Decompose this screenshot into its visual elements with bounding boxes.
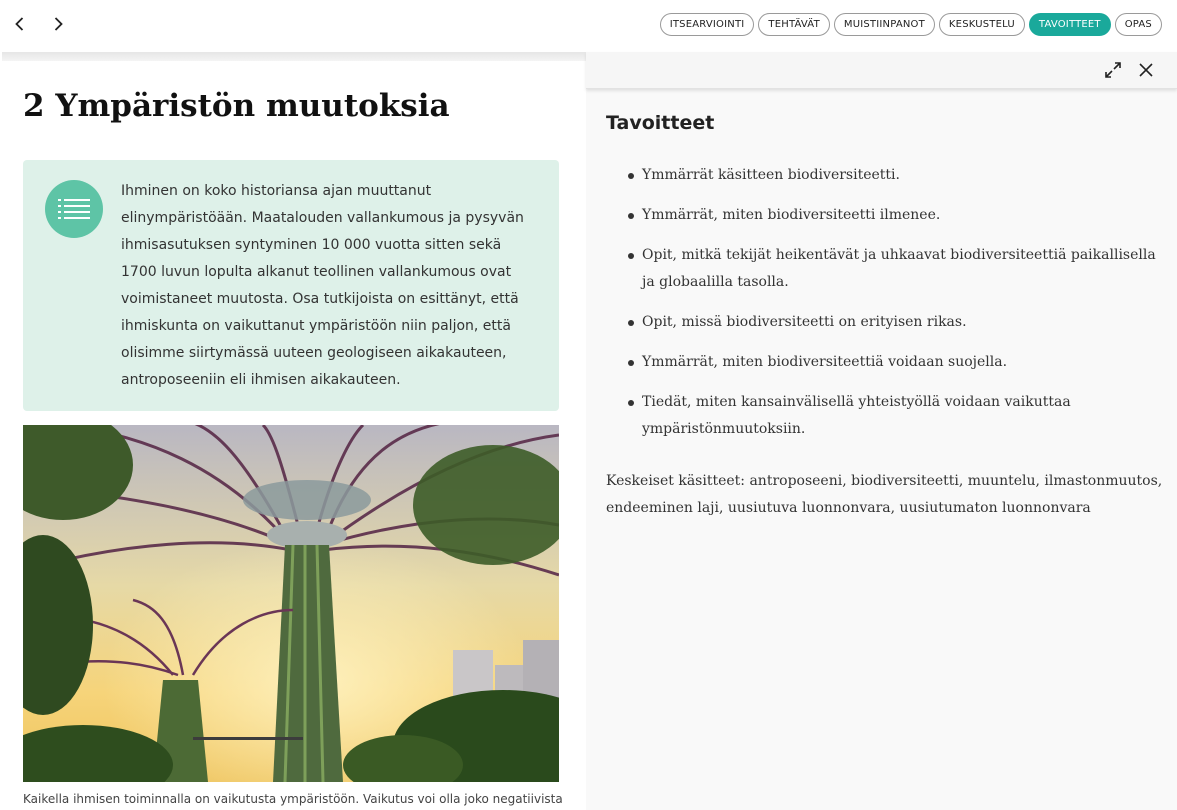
goal-text: Ymmärrät, miten biodiversiteetti ilmenee. [642, 207, 941, 223]
goal-text: Ymmärrät, miten biodiversiteettiä voidaan suojella. [642, 354, 1008, 370]
bullet-icon [628, 360, 634, 366]
goals-title: Tavoitteet [606, 112, 715, 134]
tab-keskustelu[interactable]: KESKUSTELU [939, 13, 1025, 36]
tab-bar [660, 13, 1162, 36]
tab-opas[interactable]: OPAS [1115, 13, 1162, 36]
content-divider [2, 52, 586, 61]
bullet-icon [628, 320, 634, 326]
photo-caption: Kaikella ihmisen toiminnalla on vaikutusta ympäristöön. Vaikutus voi olla joko negatiivista [23, 792, 563, 806]
intro-box [23, 160, 559, 411]
chevron-right-icon [50, 16, 66, 32]
goal-text: Opit, mitkä tekijät heikentävät ja uhkaavat biodiversiteettiä paikallisella ja globaalilla tasolla. [642, 247, 1156, 290]
page-title: 2 Ympäristön muutoksia [23, 88, 450, 124]
next-page-button[interactable] [46, 12, 70, 36]
goal-item [606, 202, 1166, 229]
goal-text: Tiedät, miten kansainvälisellä yhteistyöllä voidaan vaikuttaa ympäristönmuutoksiin. [642, 394, 1071, 437]
panel-header [586, 52, 1177, 89]
tab-tehtavat[interactable]: TEHTÄVÄT [758, 13, 829, 36]
top-bar [0, 0, 1177, 52]
goal-text: Opit, missä biodiversiteetti on erityisen rikas. [642, 314, 967, 330]
list-icon [45, 180, 103, 238]
tab-tavoitteet[interactable]: TAVOITTEET [1029, 13, 1111, 36]
expand-icon [1104, 61, 1122, 79]
previous-page-button[interactable] [8, 12, 32, 36]
goals-panel [586, 52, 1177, 810]
intro-text: Ihminen on koko historiansa ajan muuttanut elinympäristöään. Maatalouden vallankumous ja pysyvän ihmisasutuksen syntyminen 10 000 vuotta sitten sekä 1700 luvun lopulta alkanut teollinen vallankumous ovat voimistaneet muutosta. Osa tutkijoista on esittänyt, että ihmiskunta on vaikuttanut ympäristöön niin paljon, että olisimme siirtymässä uuteen geologiseen aikakauteen, antroposeeniin eli ihmisen aikakauteen. [121, 183, 524, 388]
content-pane [0, 61, 586, 810]
goal-item [606, 242, 1166, 296]
supertree-photo [23, 425, 559, 782]
goals-list [606, 162, 1166, 456]
chevron-left-icon [12, 16, 28, 32]
bullet-icon [628, 173, 634, 179]
close-button[interactable] [1136, 60, 1156, 80]
bullet-icon [628, 253, 634, 259]
goal-item [606, 309, 1166, 336]
expand-button[interactable] [1103, 60, 1123, 80]
bullet-icon [628, 213, 634, 219]
close-icon [1138, 62, 1154, 78]
tab-muistiinpanot[interactable]: MUISTIINPANOT [834, 13, 935, 36]
bullet-icon [628, 400, 634, 406]
tab-itsearviointi[interactable]: ITSEARVIOINTI [660, 13, 755, 36]
goal-item [606, 162, 1166, 189]
key-concepts: Keskeiset käsitteet: antroposeeni, biodiversiteetti, muuntelu, ilmastonmuutos, endeeminen laji, uusiutuva luonnonvara, uusiutumaton luonnonvara [606, 473, 1163, 516]
goal-item [606, 389, 1166, 443]
goal-text: Ymmärrät käsitteen biodiversiteetti. [642, 167, 900, 183]
goal-item [606, 349, 1166, 376]
